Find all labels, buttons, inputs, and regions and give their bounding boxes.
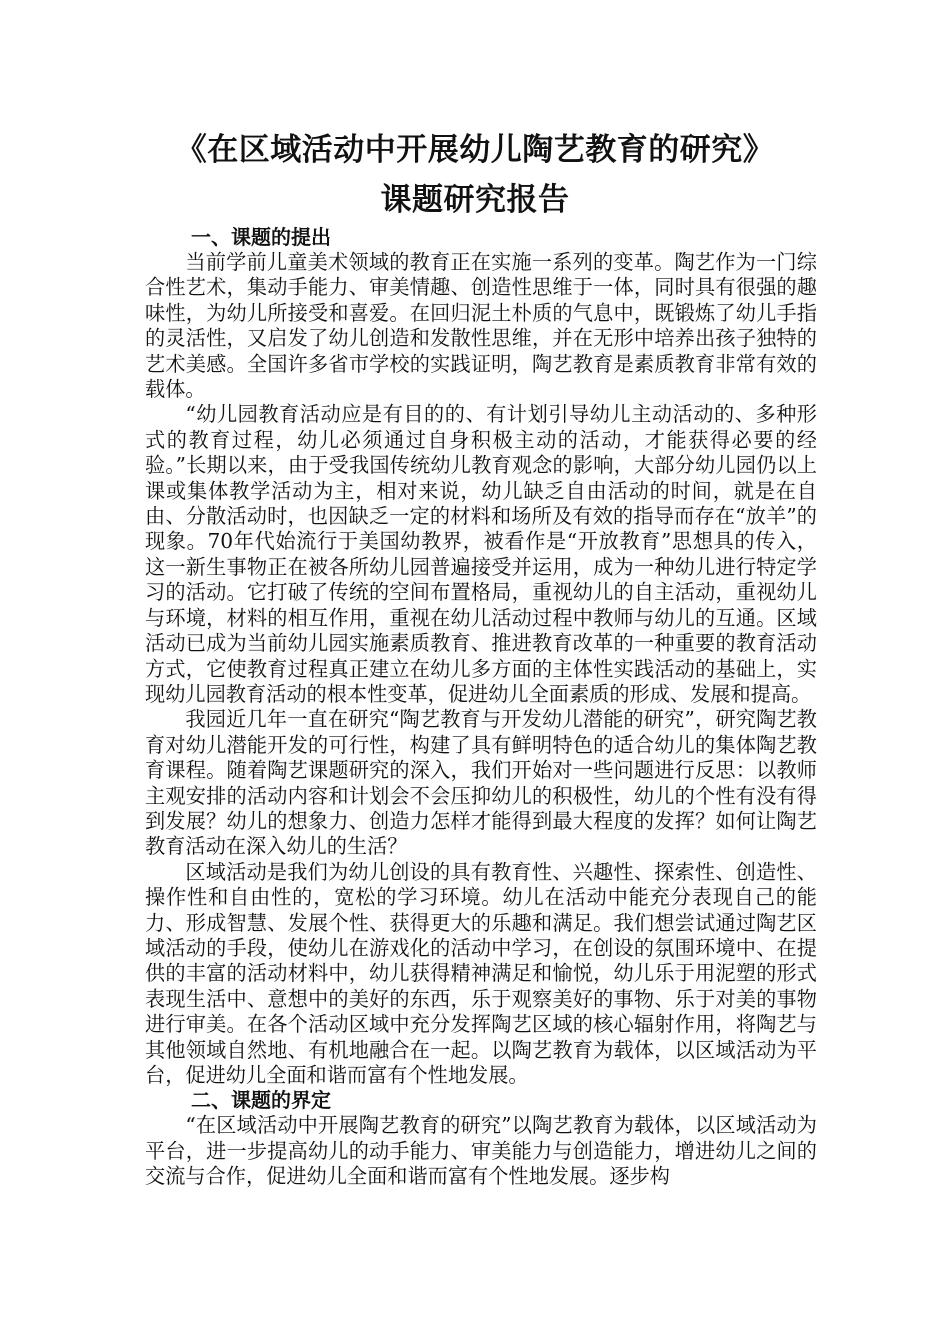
document-subtitle: 课题研究报告 xyxy=(380,182,570,218)
section-heading: 一、课题的提出 xyxy=(191,225,331,249)
paragraph: 当前学前儿童美术领域的教育正在实施一系列的变革。陶艺作为一门综合性艺术，集动手能力、审美情趣、创造性思维于一体，同时具有很强的趣味性，为幼儿所接受和喜爱。在回归泥土朴质的气息中，既锻炼了幼儿手指的灵活性，又启发了幼儿创造和发散性思维，并在无形中培养出孩子独特的艺术美感。全国许多省市学校的实践证明，陶艺教育是素质教育非常有效的载体。 xyxy=(145,250,817,402)
section-heading: 二、课题的界定 xyxy=(191,1088,331,1113)
paragraph: 我园近几年一直在研究“陶艺教育与开发幼儿潜能的研究”，研究陶艺教育对幼儿潜能开发的可行性，构建了具有鲜明特色的适合幼儿的集体陶艺教育课程。随着陶艺课题研究的深入，我们开始对一些问题进行反思：以教师主观安排的活动内容和计划会不会压抑幼儿的积极性，幼儿的个性有没有得到发展？幼儿的想象力、创造力怎样才能得到最大程度的发挥？如何让陶艺教育活动在深入幼儿的生活？ xyxy=(145,707,817,859)
paragraph: “在区域活动中开展陶艺教育的研究”以陶艺教育为载体，以区域活动为平台，进一步提高幼儿的动手能力、审美能力与创造能力，增进幼儿之间的交流与合作，促进幼儿全面和谐而富有个性地发展。逐步构 xyxy=(145,1113,817,1189)
document-title: 《在区域活动中开展幼儿陶艺教育的研究》 xyxy=(175,132,775,168)
paragraph: “幼儿园教育活动应是有目的的、有计划引导幼儿主动活动的、多种形式的教育过程，幼儿必须通过自身积极主动的活动，才能获得必要的经验。”长期以来，由于受我国传统幼儿教育观念的影响，大部分幼儿园仍以上课或集体教学活动为主，相对来说，幼儿缺乏自由活动的时间，就是在自由、分散活动时，也因缺乏一定的材料和场所及有效的指导而存在“放羊”的现象。70年代始流行于美国幼教界，被看作是“开放教育”思想具的传入，这一新生事物正在被各所幼儿园普遍接受并运用，成为一种幼儿进行特定学习的活动。它打破了传统的空间布置格局，重视幼儿的自主活动，重视幼儿与环境，材料的相互作用，重视在幼儿活动过程中教师与幼儿的互通。区域活动已成为当前幼儿园实施素质教育、推进教育改革的一种重要的教育活动方式，它使教育过程真正建立在幼儿多方面的主体性实践活动的基础上，实现幼儿园教育活动的根本性变革，促进幼儿全面素质的形成、发展和提高。 xyxy=(145,402,817,706)
document-body xyxy=(145,225,817,1190)
paragraph: 区域活动是我们为幼儿创设的具有教育性、兴趣性、探索性、创造性、操作性和自由性的，宽松的学习环境。幼儿在活动中能充分表现自己的能力、形成智慧、发展个性、获得更大的乐趣和满足。我们想尝试通过陶艺区域活动的手段，使幼儿在游戏化的活动中学习，在创设的氛围环境中、在提供的丰富的活动材料中，幼儿获得精神满足和愉悦，幼儿乐于用泥塑的形式表现生活中、意想中的美好的东西，乐于观察美好的事物、乐于对美的事物进行审美。在各个活动区域中充分发挥陶艺区域的核心辐射作用，将陶艺与其他领域自然地、有机地融合在一起。以陶艺教育为载体，以区域活动为平台，促进幼儿全面和谐而富有个性地发展。 xyxy=(145,859,817,1087)
